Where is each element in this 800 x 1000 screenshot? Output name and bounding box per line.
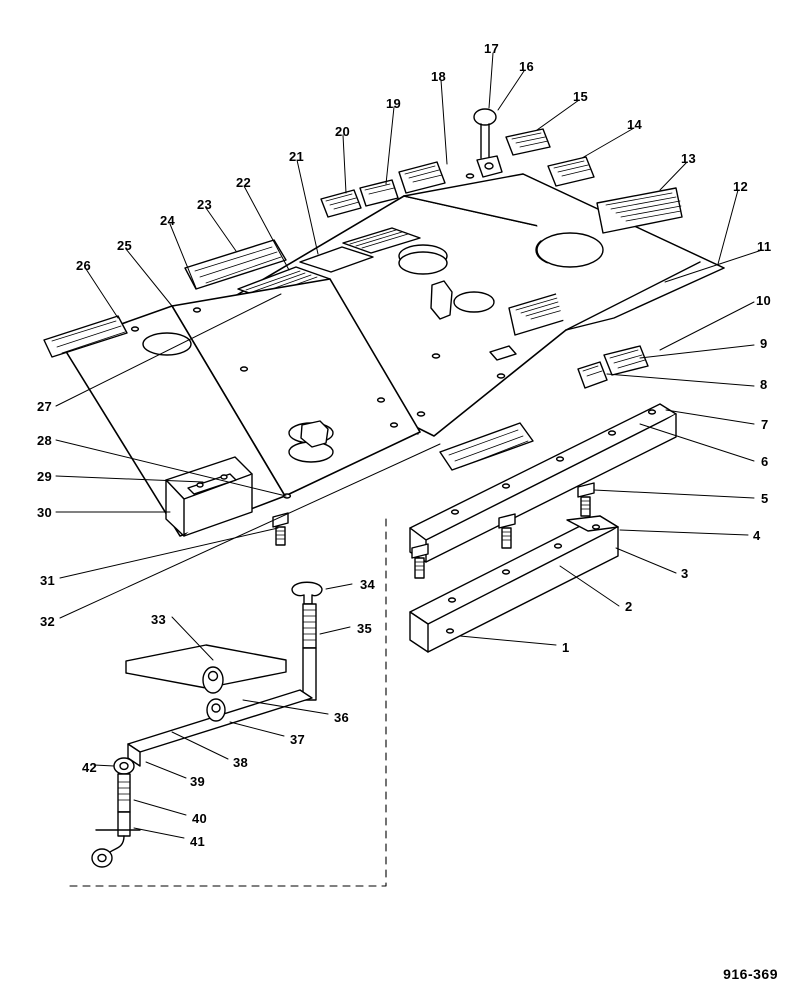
callout-number: 29 bbox=[37, 469, 53, 484]
callout-number: 4 bbox=[753, 528, 761, 543]
callout-number: 8 bbox=[760, 377, 768, 392]
callout-number: 7 bbox=[761, 417, 769, 432]
callout-number: 10 bbox=[756, 293, 772, 308]
callout-number: 42 bbox=[82, 760, 98, 775]
callout-number: 11 bbox=[757, 239, 772, 254]
callout-number: 40 bbox=[192, 811, 208, 826]
callout-number: 27 bbox=[37, 399, 53, 414]
callout-number: 19 bbox=[386, 96, 402, 111]
callout-number: 12 bbox=[733, 179, 749, 194]
callout-number: 35 bbox=[357, 621, 373, 636]
callout-number: 33 bbox=[151, 612, 167, 627]
callout-number: 5 bbox=[761, 491, 769, 506]
callout-number: 3 bbox=[681, 566, 689, 581]
callout-number: 17 bbox=[484, 41, 500, 56]
callout-number: 41 bbox=[190, 834, 206, 849]
callout-number: 18 bbox=[431, 69, 447, 84]
callout-number: 22 bbox=[236, 175, 252, 190]
drawing-number: 916-369 bbox=[723, 966, 778, 982]
callout-number: 14 bbox=[627, 117, 643, 132]
callout-number: 32 bbox=[40, 614, 56, 629]
callout-number: 9 bbox=[760, 336, 768, 351]
callout-number: 26 bbox=[76, 258, 92, 273]
callout-number: 28 bbox=[37, 433, 53, 448]
callout-number: 13 bbox=[681, 151, 697, 166]
callout-number: 36 bbox=[334, 710, 350, 725]
callout-number: 31 bbox=[40, 573, 56, 588]
callout-number: 16 bbox=[519, 59, 535, 74]
callout-number: 30 bbox=[37, 505, 53, 520]
callout-number: 15 bbox=[573, 89, 589, 104]
callout-number: 24 bbox=[160, 213, 176, 228]
callout-number: 23 bbox=[197, 197, 213, 212]
callout-number: 34 bbox=[360, 577, 376, 592]
knob-and-bracket bbox=[474, 109, 502, 177]
callout-number: 2 bbox=[625, 599, 633, 614]
callout-number: 37 bbox=[290, 732, 306, 747]
callout-number: 25 bbox=[117, 238, 133, 253]
callout-number: 6 bbox=[761, 454, 769, 469]
callout-number: 1 bbox=[562, 640, 570, 655]
callout-number: 38 bbox=[233, 755, 249, 770]
callout-number: 21 bbox=[289, 149, 305, 164]
callout-number: 20 bbox=[335, 124, 351, 139]
callout-number: 39 bbox=[190, 774, 206, 789]
